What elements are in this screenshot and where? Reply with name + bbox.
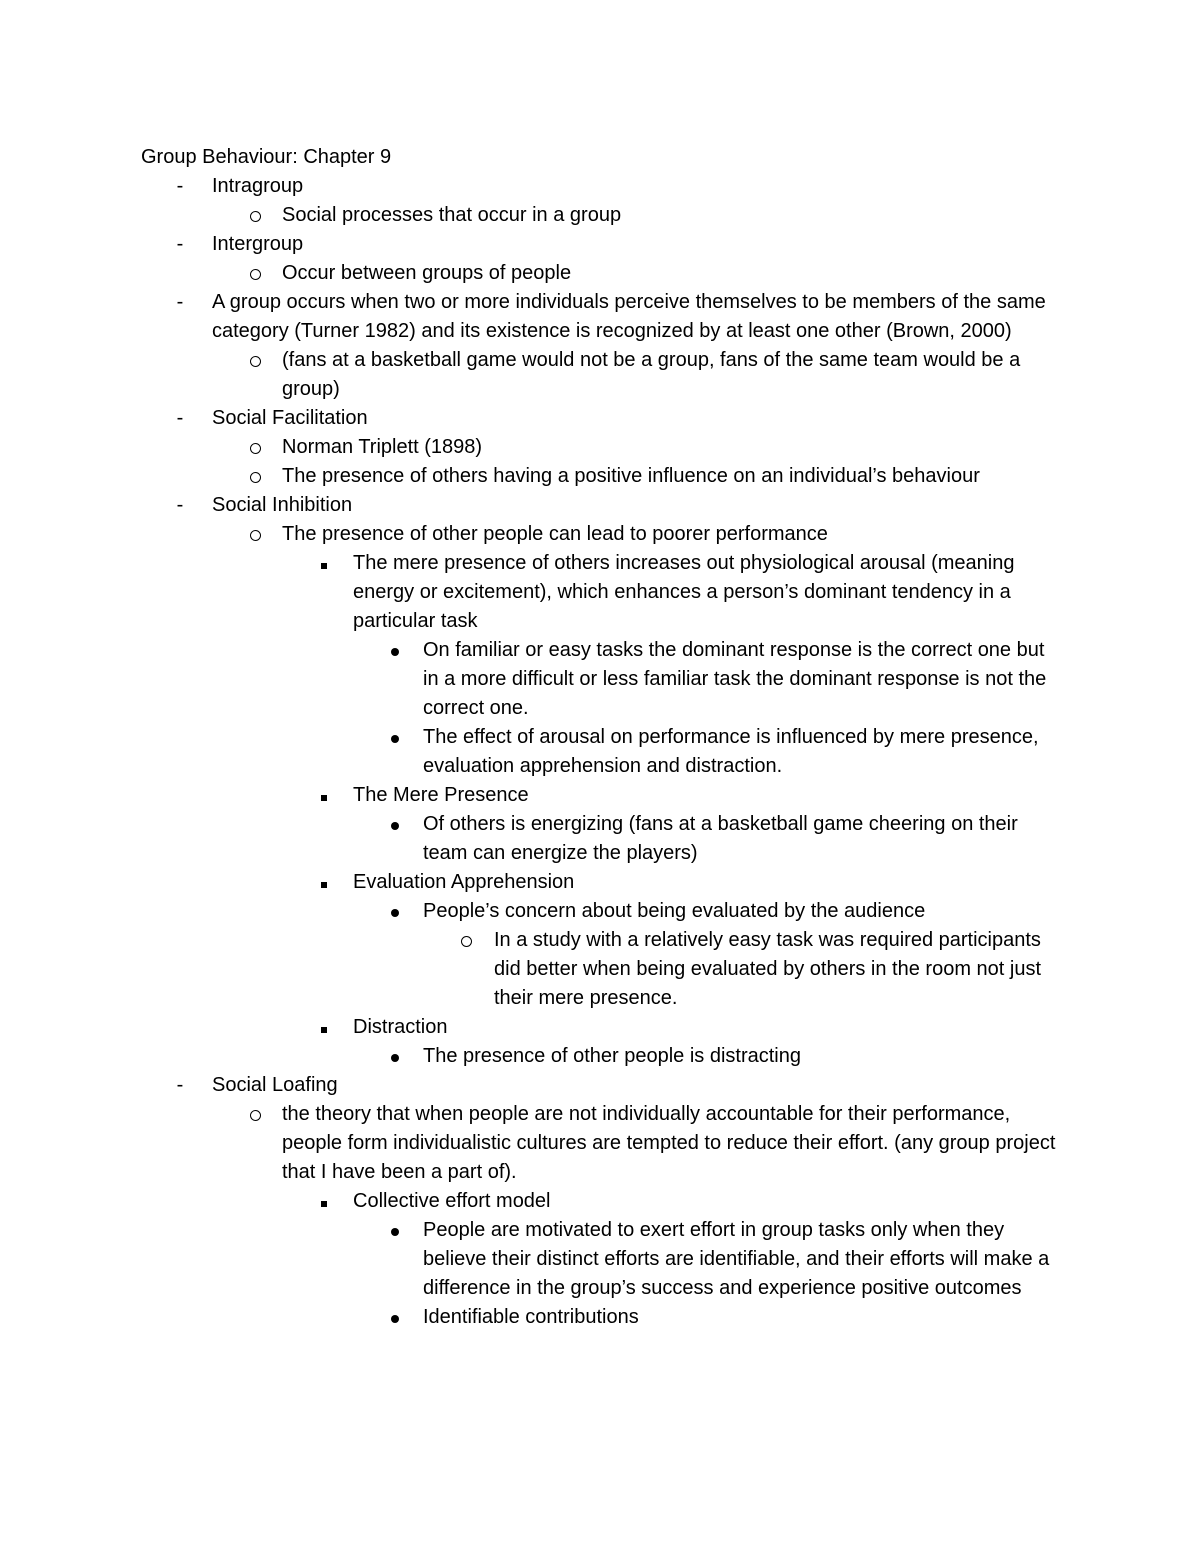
outline-item-text: the theory that when people are not individually accountable for their performance, people form individualistic cultures are tempted to reduce their effort. (any group project that I have been a part of). bbox=[282, 1103, 1056, 1183]
square-bullet-icon bbox=[312, 549, 336, 578]
dash-bullet-icon: - bbox=[176, 1074, 184, 1096]
outline-item-text: In a study with a relatively easy task was required participants did better when being evaluated by others in the room not just their mere presence. bbox=[494, 929, 1042, 1009]
disc-bullet-icon bbox=[383, 636, 407, 665]
outline-item bbox=[0, 433, 1200, 462]
outline-item-text: People are motivated to exert effort in group tasks only when they believe their distinct efforts are identifiable, and their efforts will make a difference in the group’s success and experience positive outcomes bbox=[423, 1219, 1050, 1299]
outline-item bbox=[0, 520, 1200, 549]
square-bullet-icon bbox=[312, 1187, 336, 1216]
outline-item-text: Social Facilitation bbox=[212, 407, 368, 429]
outline-item bbox=[0, 1013, 1200, 1042]
square-bullet-icon bbox=[312, 868, 336, 897]
outline-item bbox=[0, 172, 1200, 201]
outline-item-text: Intergroup bbox=[212, 233, 304, 255]
disc-bullet-icon bbox=[383, 1216, 407, 1245]
outline-item-text: The Mere Presence bbox=[353, 784, 529, 806]
hollow-circle-bullet-icon bbox=[243, 433, 267, 463]
disc-bullet-icon bbox=[383, 897, 407, 926]
dash-bullet-icon: - bbox=[176, 175, 184, 197]
outline-item bbox=[0, 201, 1200, 230]
outline-item-text: The effect of arousal on performance is influenced by mere presence, evaluation apprehension and distraction. bbox=[423, 726, 1039, 777]
hollow-circle-bullet-icon bbox=[243, 201, 267, 231]
disc-bullet-icon bbox=[383, 723, 407, 752]
outline-item bbox=[0, 723, 1200, 781]
hollow-circle-bullet-icon bbox=[243, 1100, 267, 1130]
outline-item bbox=[0, 868, 1200, 897]
outline-item bbox=[0, 491, 1200, 520]
outline-item bbox=[0, 1042, 1200, 1071]
outline-item-text: Social Inhibition bbox=[212, 494, 353, 516]
outline-item-text: Intragroup bbox=[212, 175, 304, 197]
outline-item-text: Identifiable contributions bbox=[423, 1306, 639, 1328]
outline-item-text: People’s concern about being evaluated by the audience bbox=[423, 900, 926, 922]
outline-item bbox=[0, 462, 1200, 491]
outline-item bbox=[0, 897, 1200, 926]
outline-item-text: On familiar or easy tasks the dominant response is the correct one but in a more difficult or less familiar task the dominant response is not the correct one. bbox=[423, 639, 1047, 719]
outline-item bbox=[0, 636, 1200, 723]
outline-item bbox=[0, 259, 1200, 288]
outline-item bbox=[0, 549, 1200, 636]
outline-item-text: A group occurs when two or more individuals perceive themselves to be members of the same category (Turner 1982) and its existence is recognized by at least one other (Brown, 2000) bbox=[212, 291, 1046, 342]
hollow-circle-bullet-icon bbox=[243, 520, 267, 550]
outline-item bbox=[0, 926, 1200, 1013]
outline-item bbox=[0, 1071, 1200, 1100]
outline-item-text: The presence of other people can lead to poorer performance bbox=[282, 523, 828, 545]
outline-item-text: The presence of others having a positive influence on an individual’s behaviour bbox=[282, 465, 980, 487]
dash-bullet-icon: - bbox=[176, 407, 184, 429]
outline-item-text: Collective effort model bbox=[353, 1190, 551, 1212]
outline-item bbox=[0, 1216, 1200, 1303]
hollow-circle-bullet-icon bbox=[243, 462, 267, 492]
outline-item-text: Social processes that occur in a group bbox=[282, 204, 622, 226]
hollow-circle-bullet-icon bbox=[454, 926, 478, 956]
outline-list bbox=[0, 172, 1200, 1332]
outline-item bbox=[0, 230, 1200, 259]
outline-item bbox=[0, 781, 1200, 810]
outline-item bbox=[0, 1303, 1200, 1332]
dash-bullet-icon: - bbox=[176, 291, 184, 313]
outline-item-text: The mere presence of others increases out physiological arousal (meaning energy or excitement), which enhances a person’s dominant tendency in a particular task bbox=[353, 552, 1015, 632]
outline-item-text: Social Loafing bbox=[212, 1074, 338, 1096]
outline-item-text: Of others is energizing (fans at a basketball game cheering on their team can energize the players) bbox=[423, 813, 1018, 864]
outline-item-text: (fans at a basketball game would not be a group, fans of the same team would be a group) bbox=[282, 349, 1021, 400]
document-title: Group Behaviour: Chapter 9 bbox=[141, 146, 392, 168]
dash-bullet-icon: - bbox=[176, 494, 184, 516]
outline-item bbox=[0, 810, 1200, 868]
square-bullet-icon bbox=[312, 781, 336, 810]
outline-item-text: Distraction bbox=[353, 1016, 448, 1038]
hollow-circle-bullet-icon bbox=[243, 346, 267, 376]
outline-item-text: Occur between groups of people bbox=[282, 262, 572, 284]
disc-bullet-icon bbox=[383, 1042, 407, 1071]
hollow-circle-bullet-icon bbox=[243, 259, 267, 289]
outline-item bbox=[0, 404, 1200, 433]
outline-item-text: The presence of other people is distracting bbox=[423, 1045, 801, 1067]
outline-item bbox=[0, 288, 1200, 346]
dash-bullet-icon: - bbox=[176, 233, 184, 255]
disc-bullet-icon bbox=[383, 810, 407, 839]
outline-item-text: Evaluation Apprehension bbox=[353, 871, 575, 893]
disc-bullet-icon bbox=[383, 1303, 407, 1332]
outline-item bbox=[0, 1100, 1200, 1187]
square-bullet-icon bbox=[312, 1013, 336, 1042]
outline-item-text: Norman Triplett (1898) bbox=[282, 436, 483, 458]
outline-item bbox=[0, 1187, 1200, 1216]
outline-item bbox=[0, 346, 1200, 404]
